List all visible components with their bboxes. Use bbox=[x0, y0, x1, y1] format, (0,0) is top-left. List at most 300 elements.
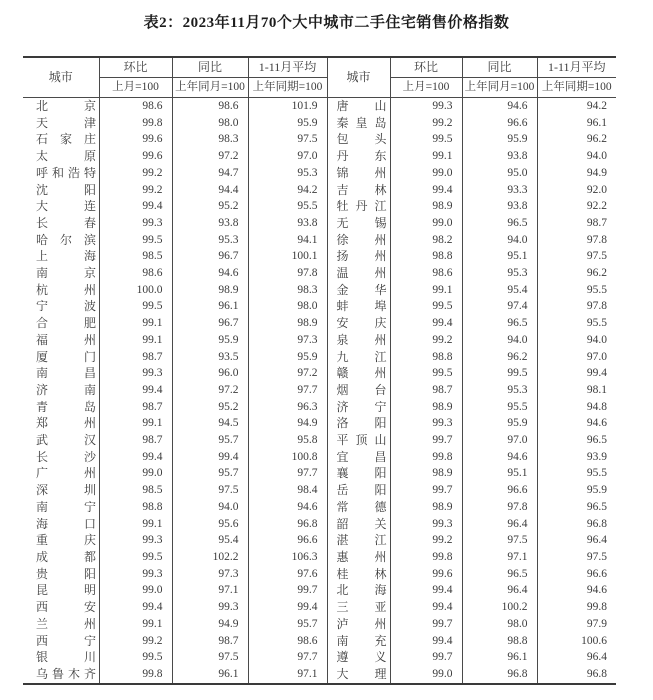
city-name: 长沙 bbox=[36, 449, 96, 464]
avg-value-cell: 94.2 bbox=[248, 182, 327, 199]
yoy-value-cell: 95.1 bbox=[462, 248, 537, 265]
city-cell bbox=[23, 349, 99, 366]
avg-value-cell: 100.6 bbox=[537, 633, 616, 650]
yoy-value-cell: 94.6 bbox=[462, 98, 537, 115]
city-cell bbox=[23, 482, 99, 499]
city-cell bbox=[23, 382, 99, 399]
avg-value-cell: 94.9 bbox=[537, 165, 616, 182]
yoy-value-cell: 95.9 bbox=[462, 415, 537, 432]
yoy-value-cell: 95.7 bbox=[172, 432, 248, 449]
yoy-value-cell: 98.9 bbox=[172, 282, 248, 299]
city-name: 贵阳 bbox=[36, 566, 96, 581]
yoy-value-cell: 96.7 bbox=[172, 248, 248, 265]
city-name: 牡丹江 bbox=[336, 199, 387, 214]
avg-value-cell: 106.3 bbox=[248, 549, 327, 566]
avg-value-cell: 96.6 bbox=[248, 532, 327, 549]
avg-value-cell: 94.9 bbox=[248, 415, 327, 432]
avg-value-cell: 95.3 bbox=[248, 165, 327, 182]
avg-value-cell: 94.0 bbox=[537, 332, 616, 349]
city-cell bbox=[23, 633, 99, 650]
avg-value-cell: 95.5 bbox=[537, 465, 616, 482]
city-cell bbox=[23, 566, 99, 583]
city-name: 无锡 bbox=[336, 215, 387, 230]
yoy-value-cell: 97.1 bbox=[462, 549, 537, 566]
mom-value-cell: 99.1 bbox=[99, 315, 172, 332]
city-name: 成都 bbox=[36, 549, 96, 564]
yoy-value-cell: 97.1 bbox=[172, 582, 248, 599]
yoy-value-cell: 96.6 bbox=[462, 115, 537, 132]
header-mom-right: 环比 bbox=[390, 57, 462, 78]
city-cell bbox=[327, 349, 390, 366]
city-name: 唐山 bbox=[336, 99, 387, 113]
table-row bbox=[23, 232, 616, 249]
avg-value-cell: 97.5 bbox=[537, 248, 616, 265]
yoy-value-cell: 95.3 bbox=[462, 382, 537, 399]
city-cell bbox=[327, 365, 390, 382]
yoy-value-cell: 97.2 bbox=[172, 148, 248, 165]
yoy-value-cell: 94.6 bbox=[462, 449, 537, 466]
city-cell bbox=[23, 248, 99, 265]
avg-value-cell: 98.9 bbox=[248, 315, 327, 332]
city-name: 南昌 bbox=[36, 366, 96, 381]
avg-value-cell: 99.8 bbox=[537, 599, 616, 616]
mom-value-cell: 99.1 bbox=[390, 282, 462, 299]
city-name: 平顶山 bbox=[336, 433, 387, 448]
city-cell bbox=[23, 98, 99, 115]
yoy-value-cell: 96.2 bbox=[462, 349, 537, 366]
yoy-value-cell: 96.5 bbox=[462, 315, 537, 332]
city-name: 青岛 bbox=[36, 399, 96, 414]
yoy-value-cell: 97.8 bbox=[462, 499, 537, 516]
table-row bbox=[23, 115, 616, 132]
mom-value-cell: 98.9 bbox=[390, 198, 462, 215]
city-cell bbox=[23, 499, 99, 516]
city-cell bbox=[23, 332, 99, 349]
mom-value-cell: 99.4 bbox=[390, 599, 462, 616]
city-cell bbox=[327, 215, 390, 232]
table-row bbox=[23, 315, 616, 332]
city-cell bbox=[23, 315, 99, 332]
table-header bbox=[23, 57, 616, 98]
city-cell bbox=[327, 165, 390, 182]
price-index-table bbox=[23, 56, 616, 685]
city-cell bbox=[327, 482, 390, 499]
city-cell bbox=[23, 298, 99, 315]
mom-value-cell: 98.9 bbox=[390, 465, 462, 482]
city-cell bbox=[23, 549, 99, 566]
city-cell bbox=[327, 148, 390, 165]
avg-value-cell: 96.5 bbox=[537, 432, 616, 449]
yoy-value-cell: 93.3 bbox=[462, 182, 537, 199]
table-row bbox=[23, 131, 616, 148]
mom-value-cell: 99.6 bbox=[390, 566, 462, 583]
city-name: 赣州 bbox=[336, 366, 387, 381]
table-row bbox=[23, 282, 616, 299]
avg-value-cell: 97.0 bbox=[248, 148, 327, 165]
mom-value-cell: 100.0 bbox=[99, 282, 172, 299]
city-cell bbox=[327, 315, 390, 332]
city-name: 武汉 bbox=[36, 433, 96, 448]
yoy-value-cell: 95.9 bbox=[172, 332, 248, 349]
city-cell bbox=[23, 131, 99, 148]
yoy-value-cell: 98.0 bbox=[172, 115, 248, 132]
avg-value-cell: 98.6 bbox=[248, 633, 327, 650]
mom-value-cell: 99.4 bbox=[390, 633, 462, 650]
avg-value-cell: 101.9 bbox=[248, 98, 327, 115]
avg-value-cell: 95.9 bbox=[248, 115, 327, 132]
yoy-value-cell: 95.3 bbox=[462, 265, 537, 282]
table-row bbox=[23, 248, 616, 265]
yoy-value-cell: 95.4 bbox=[172, 532, 248, 549]
avg-value-cell: 97.9 bbox=[537, 616, 616, 633]
yoy-value-cell: 93.8 bbox=[172, 215, 248, 232]
mom-value-cell: 99.0 bbox=[99, 465, 172, 482]
mom-value-cell: 99.8 bbox=[390, 449, 462, 466]
city-cell bbox=[23, 365, 99, 382]
avg-value-cell: 96.8 bbox=[537, 666, 616, 684]
city-name: 常德 bbox=[336, 499, 387, 514]
city-cell bbox=[23, 148, 99, 165]
yoy-value-cell: 96.5 bbox=[462, 215, 537, 232]
avg-value-cell: 98.3 bbox=[248, 282, 327, 299]
table-row bbox=[23, 265, 616, 282]
city-cell bbox=[327, 432, 390, 449]
mom-value-cell: 99.0 bbox=[390, 215, 462, 232]
city-name: 广州 bbox=[36, 466, 96, 481]
yoy-value-cell: 94.7 bbox=[172, 165, 248, 182]
yoy-value-cell: 95.0 bbox=[462, 165, 537, 182]
mom-value-cell: 98.6 bbox=[99, 98, 172, 115]
avg-value-cell: 93.8 bbox=[248, 215, 327, 232]
avg-value-cell: 96.4 bbox=[537, 649, 616, 666]
yoy-value-cell: 94.6 bbox=[172, 265, 248, 282]
city-name: 西安 bbox=[36, 600, 96, 615]
mom-value-cell: 99.3 bbox=[99, 566, 172, 583]
table-row bbox=[23, 432, 616, 449]
mom-value-cell: 99.3 bbox=[390, 415, 462, 432]
yoy-value-cell: 95.5 bbox=[462, 399, 537, 416]
city-name: 海口 bbox=[36, 516, 96, 531]
header-mom-base-right: 上月=100 bbox=[390, 78, 462, 98]
yoy-value-cell: 96.5 bbox=[462, 566, 537, 583]
city-name: 北海 bbox=[336, 583, 387, 598]
city-cell bbox=[327, 115, 390, 132]
city-name: 泸州 bbox=[336, 616, 387, 631]
city-name: 三亚 bbox=[336, 600, 387, 615]
mom-value-cell: 99.2 bbox=[390, 532, 462, 549]
mom-value-cell: 99.2 bbox=[390, 332, 462, 349]
avg-value-cell: 100.8 bbox=[248, 449, 327, 466]
mom-value-cell: 99.1 bbox=[99, 415, 172, 432]
header-yoy-right: 同比 bbox=[462, 57, 537, 78]
avg-value-cell: 96.4 bbox=[537, 532, 616, 549]
mom-value-cell: 99.7 bbox=[390, 616, 462, 633]
mom-value-cell: 99.5 bbox=[99, 549, 172, 566]
header-mom-base-left: 上月=100 bbox=[99, 78, 172, 98]
city-name: 昆明 bbox=[36, 583, 96, 598]
city-cell bbox=[327, 182, 390, 199]
page-title: 表2：2023年11月70个大中城市二手住宅销售价格指数 bbox=[143, 15, 510, 31]
avg-value-cell: 97.0 bbox=[537, 349, 616, 366]
mom-value-cell: 99.4 bbox=[390, 182, 462, 199]
city-cell bbox=[23, 165, 99, 182]
table-row bbox=[23, 98, 616, 115]
yoy-value-cell: 93.8 bbox=[462, 198, 537, 215]
table-row bbox=[23, 516, 616, 533]
table-row bbox=[23, 449, 616, 466]
city-name: 西宁 bbox=[36, 633, 96, 648]
table-row bbox=[23, 182, 616, 199]
city-name: 宜昌 bbox=[336, 449, 387, 464]
mom-value-cell: 98.8 bbox=[390, 349, 462, 366]
table-row bbox=[23, 532, 616, 549]
city-name: 泉州 bbox=[336, 332, 387, 347]
yoy-value-cell: 96.6 bbox=[462, 482, 537, 499]
yoy-value-cell: 97.0 bbox=[462, 432, 537, 449]
mom-value-cell: 99.5 bbox=[390, 131, 462, 148]
city-name: 济南 bbox=[36, 382, 96, 397]
yoy-value-cell: 96.8 bbox=[462, 666, 537, 684]
header-yoy-base-left: 上年同月=100 bbox=[172, 78, 248, 98]
mom-value-cell: 99.0 bbox=[390, 165, 462, 182]
yoy-value-cell: 96.4 bbox=[462, 582, 537, 599]
mom-value-cell: 99.5 bbox=[99, 649, 172, 666]
mom-value-cell: 99.7 bbox=[390, 649, 462, 666]
city-cell bbox=[327, 465, 390, 482]
mom-value-cell: 99.2 bbox=[99, 182, 172, 199]
city-cell bbox=[327, 382, 390, 399]
yoy-value-cell: 95.9 bbox=[462, 131, 537, 148]
header-avg-base-right: 上年同期=100 bbox=[537, 78, 616, 98]
avg-value-cell: 98.1 bbox=[537, 382, 616, 399]
mom-value-cell: 98.7 bbox=[99, 432, 172, 449]
city-cell bbox=[327, 516, 390, 533]
city-cell bbox=[327, 499, 390, 516]
yoy-value-cell: 94.4 bbox=[172, 182, 248, 199]
table-row bbox=[23, 165, 616, 182]
mom-value-cell: 99.4 bbox=[99, 449, 172, 466]
avg-value-cell: 95.7 bbox=[248, 616, 327, 633]
city-cell bbox=[23, 616, 99, 633]
yoy-value-cell: 97.4 bbox=[462, 298, 537, 315]
avg-value-cell: 97.7 bbox=[248, 649, 327, 666]
mom-value-cell: 99.4 bbox=[99, 599, 172, 616]
mom-value-cell: 99.2 bbox=[390, 115, 462, 132]
yoy-value-cell: 93.8 bbox=[462, 148, 537, 165]
table-row bbox=[23, 465, 616, 482]
avg-value-cell: 99.7 bbox=[248, 582, 327, 599]
city-name: 南京 bbox=[36, 266, 96, 281]
avg-value-cell: 97.7 bbox=[248, 465, 327, 482]
mom-value-cell: 98.5 bbox=[99, 248, 172, 265]
avg-value-cell: 95.5 bbox=[537, 282, 616, 299]
table-row bbox=[23, 399, 616, 416]
avg-value-cell: 97.8 bbox=[537, 232, 616, 249]
city-cell bbox=[23, 532, 99, 549]
header-row-main bbox=[23, 57, 616, 78]
city-name: 烟台 bbox=[336, 382, 387, 397]
city-name: 福州 bbox=[36, 332, 96, 347]
city-name: 襄阳 bbox=[336, 466, 387, 481]
yoy-value-cell: 97.5 bbox=[172, 649, 248, 666]
city-name: 宁波 bbox=[36, 299, 96, 314]
city-name: 徐州 bbox=[336, 232, 387, 247]
city-cell bbox=[327, 566, 390, 583]
avg-value-cell: 93.9 bbox=[537, 449, 616, 466]
avg-value-cell: 95.5 bbox=[537, 315, 616, 332]
city-name: 重庆 bbox=[36, 533, 96, 548]
city-cell bbox=[327, 232, 390, 249]
avg-value-cell: 92.0 bbox=[537, 182, 616, 199]
table-body bbox=[23, 98, 616, 684]
mom-value-cell: 99.3 bbox=[390, 516, 462, 533]
avg-value-cell: 94.6 bbox=[537, 582, 616, 599]
yoy-value-cell: 93.5 bbox=[172, 349, 248, 366]
table-row bbox=[23, 215, 616, 232]
mom-value-cell: 98.7 bbox=[99, 349, 172, 366]
yoy-value-cell: 96.7 bbox=[172, 315, 248, 332]
mom-value-cell: 99.2 bbox=[99, 165, 172, 182]
city-name: 扬州 bbox=[336, 249, 387, 264]
yoy-value-cell: 95.6 bbox=[172, 516, 248, 533]
city-cell bbox=[327, 282, 390, 299]
city-cell bbox=[327, 616, 390, 633]
mom-value-cell: 99.5 bbox=[390, 298, 462, 315]
yoy-value-cell: 94.0 bbox=[462, 232, 537, 249]
yoy-value-cell: 94.0 bbox=[172, 499, 248, 516]
city-name: 包头 bbox=[336, 132, 387, 147]
avg-value-cell: 99.4 bbox=[537, 365, 616, 382]
city-cell bbox=[327, 248, 390, 265]
city-cell bbox=[327, 649, 390, 666]
yoy-value-cell: 95.2 bbox=[172, 399, 248, 416]
table-row bbox=[23, 349, 616, 366]
city-name: 韶关 bbox=[336, 516, 387, 531]
avg-value-cell: 97.6 bbox=[248, 566, 327, 583]
table-row bbox=[23, 599, 616, 616]
header-yoy-left: 同比 bbox=[172, 57, 248, 78]
yoy-value-cell: 95.3 bbox=[172, 232, 248, 249]
yoy-value-cell: 96.0 bbox=[172, 365, 248, 382]
mom-value-cell: 99.4 bbox=[390, 582, 462, 599]
city-name: 银川 bbox=[36, 650, 96, 665]
mom-value-cell: 98.9 bbox=[390, 399, 462, 416]
table-row bbox=[23, 298, 616, 315]
yoy-value-cell: 102.2 bbox=[172, 549, 248, 566]
city-name: 大连 bbox=[36, 199, 96, 214]
yoy-value-cell: 98.7 bbox=[172, 633, 248, 650]
city-name: 郑州 bbox=[36, 416, 96, 431]
yoy-value-cell: 97.2 bbox=[172, 382, 248, 399]
yoy-value-cell: 95.7 bbox=[172, 465, 248, 482]
mom-value-cell: 99.3 bbox=[390, 98, 462, 115]
city-name: 石家庄 bbox=[36, 132, 96, 147]
avg-value-cell: 94.1 bbox=[248, 232, 327, 249]
mom-value-cell: 98.5 bbox=[99, 482, 172, 499]
avg-value-cell: 94.2 bbox=[537, 98, 616, 115]
city-cell bbox=[23, 432, 99, 449]
avg-value-cell: 96.2 bbox=[537, 131, 616, 148]
table-row bbox=[23, 382, 616, 399]
avg-value-cell: 97.7 bbox=[248, 382, 327, 399]
avg-value-cell: 96.2 bbox=[537, 265, 616, 282]
yoy-value-cell: 96.1 bbox=[172, 298, 248, 315]
mom-value-cell: 99.5 bbox=[99, 298, 172, 315]
mom-value-cell: 98.6 bbox=[390, 265, 462, 282]
mom-value-cell: 99.3 bbox=[99, 215, 172, 232]
avg-value-cell: 98.7 bbox=[537, 215, 616, 232]
mom-value-cell: 99.8 bbox=[390, 549, 462, 566]
yoy-value-cell: 99.4 bbox=[172, 449, 248, 466]
mom-value-cell: 99.8 bbox=[99, 666, 172, 684]
avg-value-cell: 97.8 bbox=[537, 298, 616, 315]
city-cell bbox=[23, 215, 99, 232]
city-cell bbox=[327, 666, 390, 684]
avg-value-cell: 94.6 bbox=[248, 499, 327, 516]
city-name: 南充 bbox=[336, 633, 387, 648]
city-name: 温州 bbox=[336, 266, 387, 281]
city-cell bbox=[327, 633, 390, 650]
city-cell bbox=[327, 131, 390, 148]
city-name: 深圳 bbox=[36, 483, 96, 498]
table-row bbox=[23, 633, 616, 650]
header-avg-right: 1-11月平均 bbox=[537, 57, 616, 78]
city-cell bbox=[23, 115, 99, 132]
mom-value-cell: 99.6 bbox=[99, 131, 172, 148]
avg-value-cell: 96.3 bbox=[248, 399, 327, 416]
mom-value-cell: 99.3 bbox=[99, 532, 172, 549]
avg-value-cell: 92.2 bbox=[537, 198, 616, 215]
mom-value-cell: 99.3 bbox=[99, 365, 172, 382]
mom-value-cell: 99.7 bbox=[390, 432, 462, 449]
table-row bbox=[23, 198, 616, 215]
table-row bbox=[23, 499, 616, 516]
mom-value-cell: 99.7 bbox=[390, 482, 462, 499]
yoy-value-cell: 98.0 bbox=[462, 616, 537, 633]
city-cell bbox=[327, 449, 390, 466]
mom-value-cell: 99.1 bbox=[99, 616, 172, 633]
city-cell bbox=[327, 198, 390, 215]
yoy-value-cell: 94.5 bbox=[172, 415, 248, 432]
mom-value-cell: 99.0 bbox=[99, 582, 172, 599]
city-cell bbox=[327, 399, 390, 416]
mom-value-cell: 99.2 bbox=[99, 633, 172, 650]
table-row bbox=[23, 332, 616, 349]
mom-value-cell: 99.5 bbox=[99, 232, 172, 249]
yoy-value-cell: 95.1 bbox=[462, 465, 537, 482]
avg-value-cell: 96.6 bbox=[537, 566, 616, 583]
mom-value-cell: 98.6 bbox=[99, 265, 172, 282]
table-row bbox=[23, 566, 616, 583]
mom-value-cell: 98.8 bbox=[390, 248, 462, 265]
yoy-value-cell: 95.4 bbox=[462, 282, 537, 299]
city-name: 合肥 bbox=[36, 316, 96, 331]
table-row bbox=[23, 482, 616, 499]
yoy-value-cell: 97.5 bbox=[172, 482, 248, 499]
city-cell bbox=[327, 532, 390, 549]
avg-value-cell: 97.8 bbox=[248, 265, 327, 282]
city-name: 秦皇岛 bbox=[336, 115, 387, 130]
mom-value-cell: 99.6 bbox=[99, 148, 172, 165]
city-name: 大理 bbox=[336, 666, 387, 681]
avg-value-cell: 97.1 bbox=[248, 666, 327, 684]
mom-value-cell: 98.2 bbox=[390, 232, 462, 249]
avg-value-cell: 95.9 bbox=[537, 482, 616, 499]
city-cell bbox=[23, 449, 99, 466]
table-row bbox=[23, 148, 616, 165]
city-cell bbox=[23, 516, 99, 533]
yoy-value-cell: 99.5 bbox=[462, 365, 537, 382]
